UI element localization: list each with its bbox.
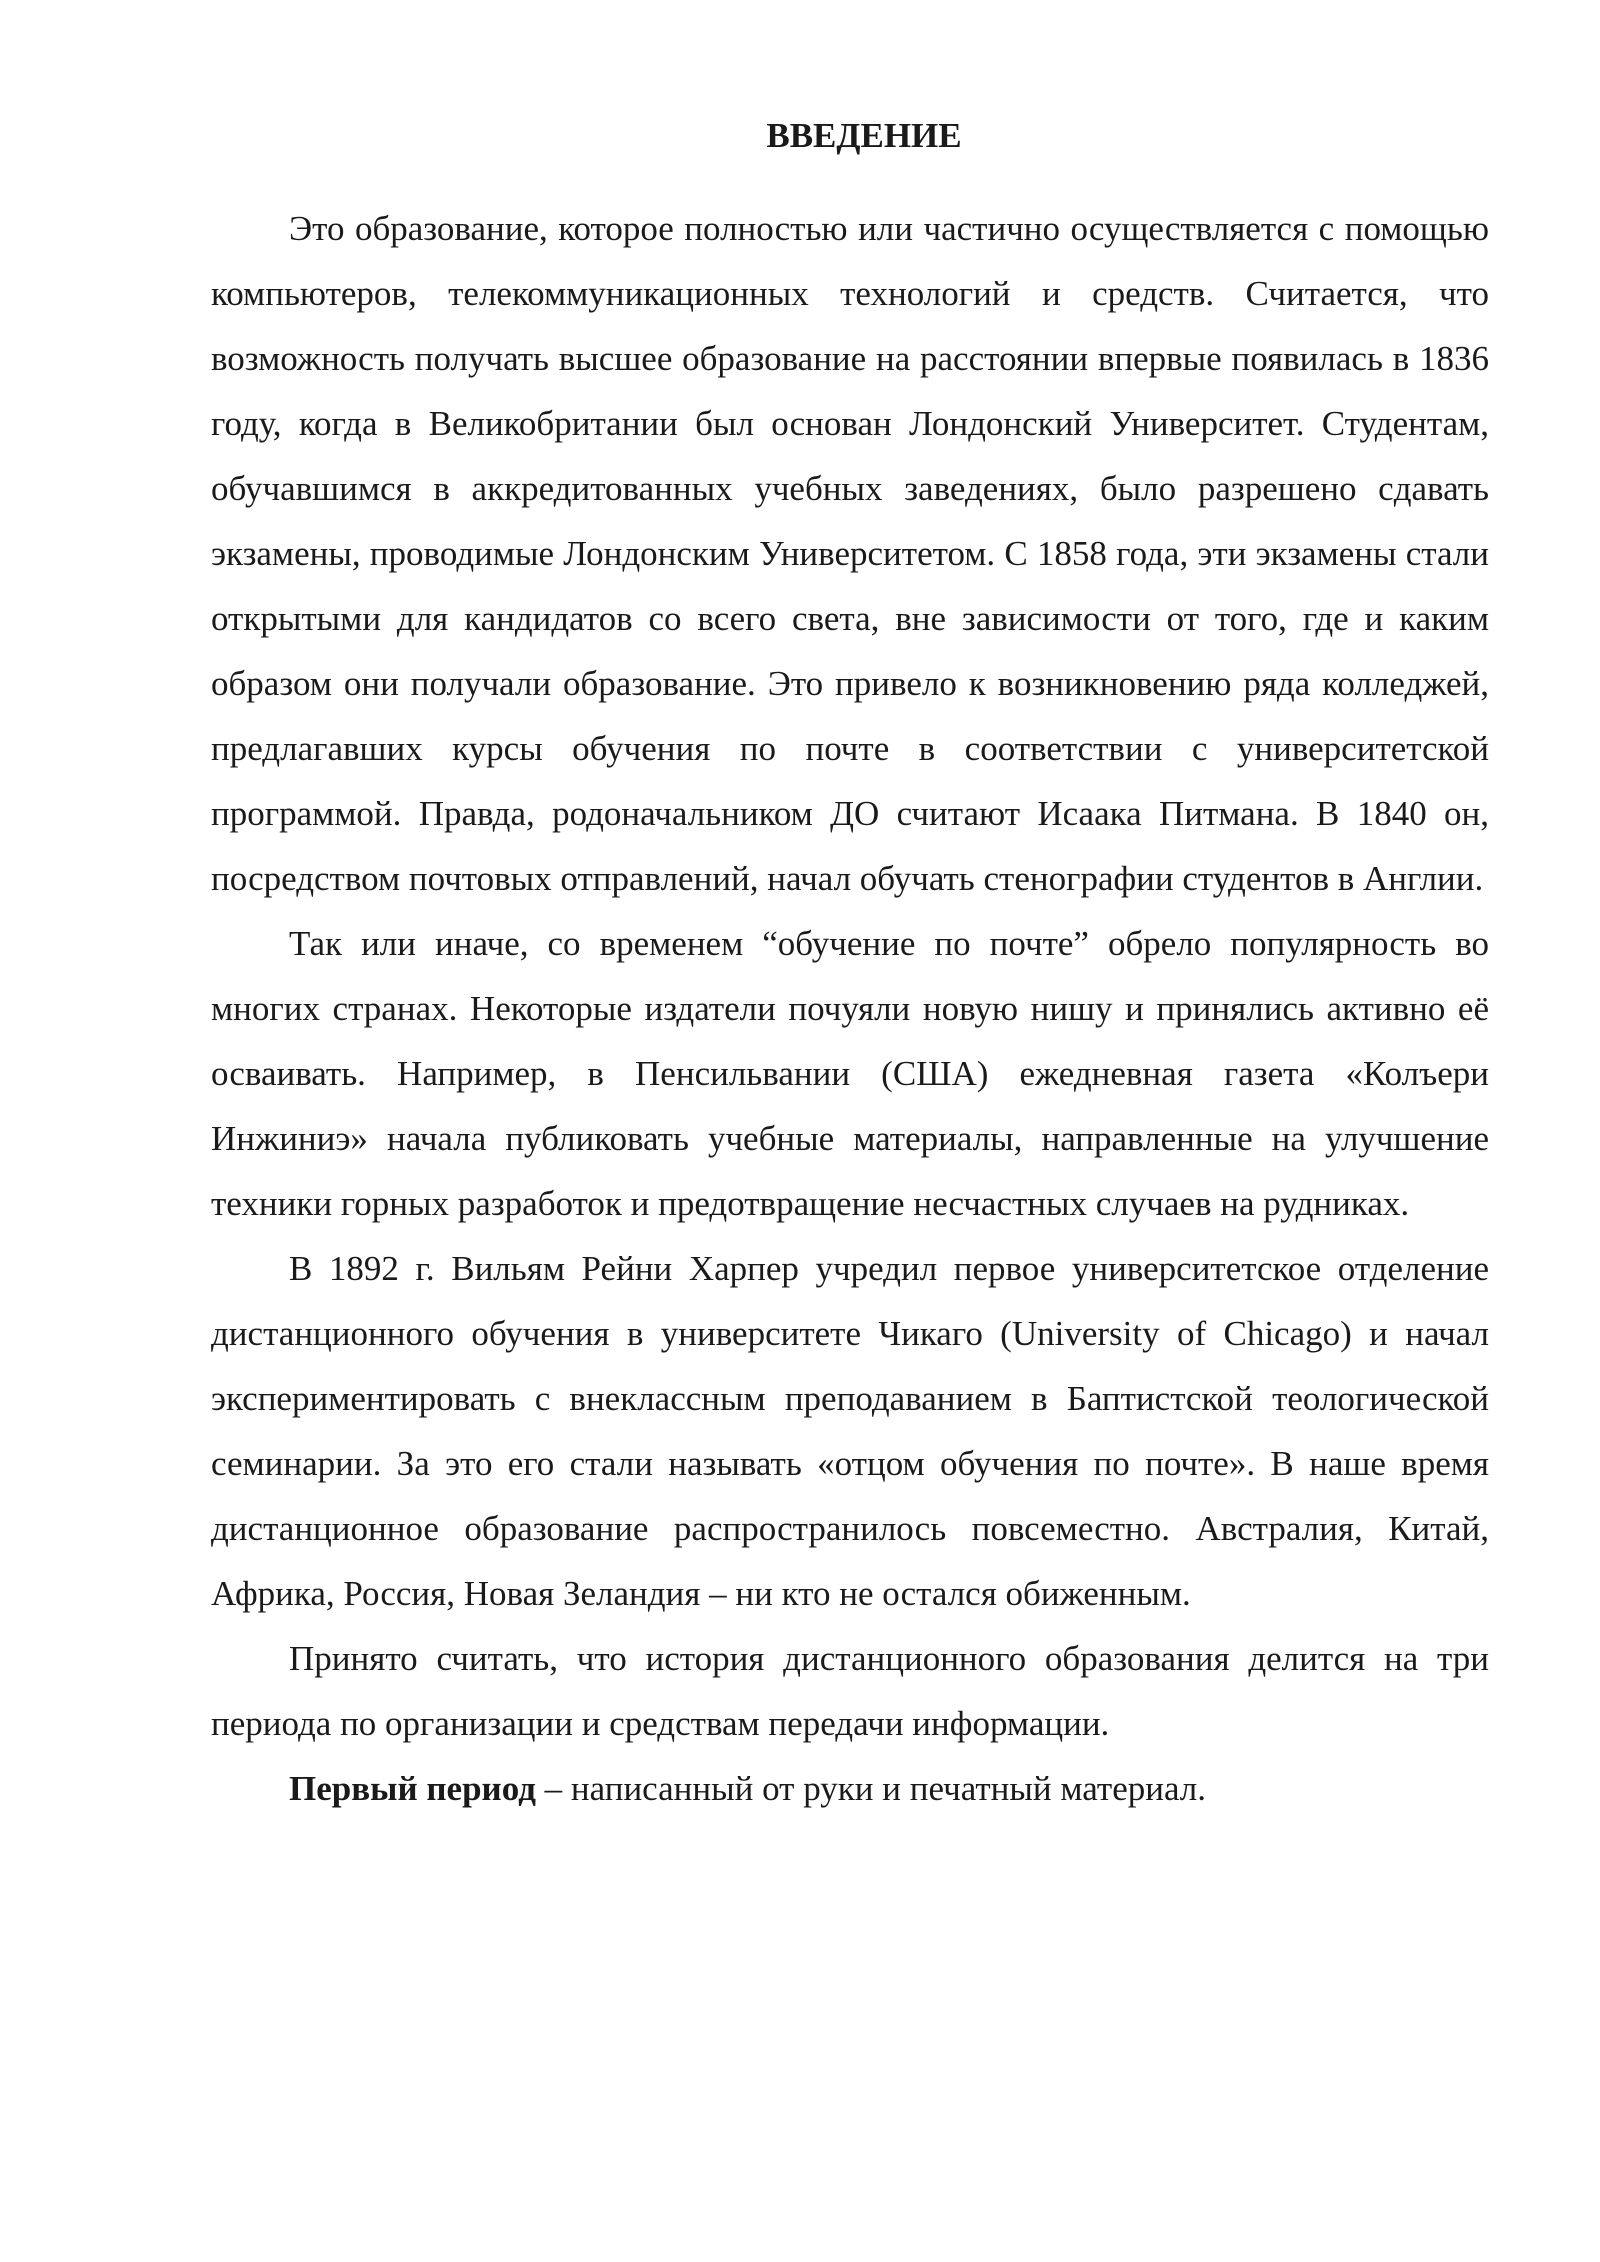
paragraph-3: В 1892 г. Вильям Рейни Харпер учредил первое университетское отделение дистанционного обучения в университете Чикаго (University of Chicago) и начал экспериментировать с внеклассным преподаванием в Баптистской теологической семинарии. За это его стали называть «отцом обучения по почте». В наше время дистанционное образование распространилось повсеместно. Австралия, Китай, Африка, Россия, Новая Зеландия – ни кто не остался обиженным. (211, 1249, 1489, 1613)
document-body (211, 112, 1489, 1821)
first-period-term: Первый период (289, 1769, 536, 1808)
paragraph-2: Так или иначе, со временем “обучение по почте” обрело популярность во многих странах. Некоторые издатели почуяли новую нишу и принялись активно её осваивать. Например, в Пенсильвании (США) ежедневная газета «Колъери Инжиниэ» начала публиковать учебные материалы, направленные на улучшение техники горных разработок и предотвращение несчастных случаев на рудниках. (211, 924, 1489, 1223)
paragraph-4: Принято считать, что история дистанционного образования делится на три периода по организации и средствам передачи информации. (211, 1639, 1489, 1743)
first-period-description: – написанный от руки и печатный материал. (535, 1769, 1207, 1808)
paragraph-1: Это образование, которое полностью или частично осуществляется с помощью компьютеров, телекоммуникационных технологий и средств. Считается, что возможность получать высшее образование на расстоянии впервые появилась в 1836 году, когда в Великобритании был основан Лондонский Университет. Студентам, обучавшимся в аккредитованных учебных заведениях, было разрешено сдавать экзамены, проводимые Лондонским Университетом. С 1858 года, эти экзамены стали открытыми для кандидатов со всего света, вне зависимости от того, где и каким образом они получали образование. Это привело к возникновению ряда колледжей, предлагавших курсы обучения по почте в соответствии с университетской программой. Правда, родоначальником ДО считают Исаака Питмана. В 1840 он, посредством почтовых отправлений, начал обучать стенографии студентов в Англии. (211, 209, 1489, 898)
page-title: ВВЕДЕНИЕ (766, 116, 962, 155)
paragraph-5 (211, 1756, 1489, 1821)
